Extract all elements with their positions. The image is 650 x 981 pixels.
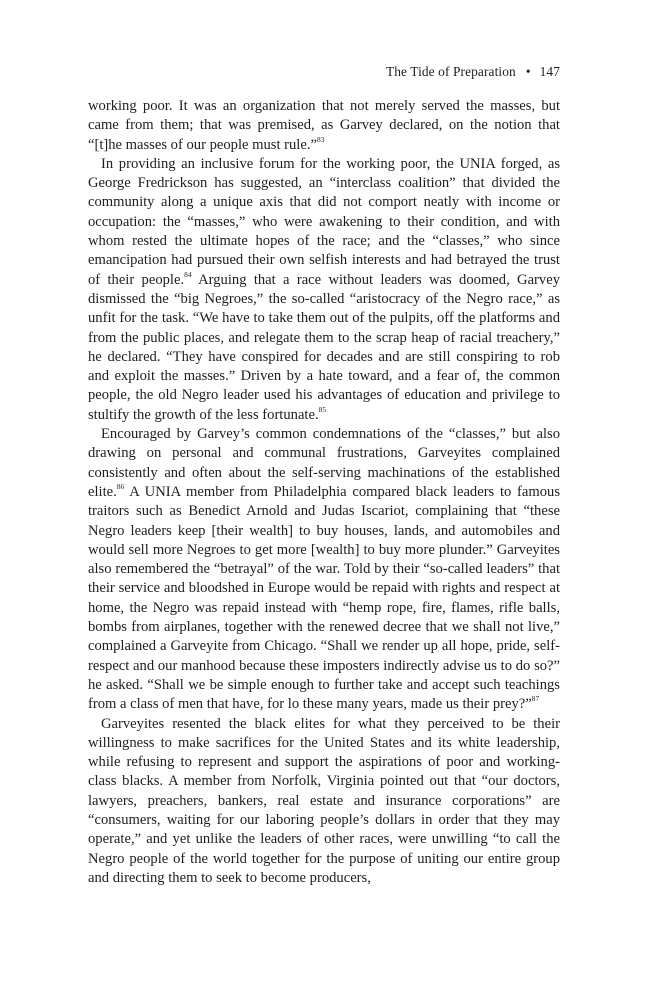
text-run: Garveyites resented the black elites for what they perceived to be their willingness to make sacrifices for the United States and its white leadership, while refusing to represent and support the aspirations of poor and working-class blacks. A member from Norfolk, Virginia pointed out that “our doctors, lawyers, preachers, bankers, real estate and insurance corporations” are “consumers, waiting for our laboring people’s dollars in order that they may operate,” and yet unlike the leaders of other races, were unwilling “to call the Negro people of the world together for the purpose of uniting our entire group and directing them to seek to become producers, bbox=[88, 715, 560, 886]
book-page bbox=[88, 64, 560, 888]
body-text bbox=[88, 97, 560, 888]
text-run: Arguing that a race without leaders was doomed, Garvey dismissed the “big Negroes,” the so-called “aristocracy of the Negro race,” as unfit for the task. “We have to take them out of the pulpits, off the platforms and from the public places, and relegate them to the scrap heap of racial treachery,” he declared. “They have conspired for decades and are still conspiring to rob and exploit the masses.” Driven by a hate toward, and a fear of, the common people, the old Negro leader used his advantages of education and privilege to stultify the growth of the less fortunate. bbox=[88, 271, 560, 423]
page-number: 147 bbox=[539, 64, 560, 79]
footnote-ref: 87 bbox=[531, 694, 540, 704]
text-run: In providing an inclusive forum for the working poor, the UNIA forged, as George Fredrickson has suggested, an “interclass coalition” that divided the community along a unique axis that did not comport neatly with income or occupation: the “masses,” who were awakening to their condition, and with whom rested the ultimate hopes of the race; and the “classes,” who since emancipation had pursued their own selfish interests and had betrayed the trust of their people. bbox=[88, 155, 560, 288]
footnote-ref: 86 bbox=[116, 482, 125, 492]
text-run: Encouraged by Garvey’s common condemnations of the “classes,” but also drawing on personal and communal frustrations, Garveyites complained consistently and often about the self-serving machinations of the established elite. bbox=[88, 426, 560, 500]
paragraph bbox=[88, 155, 560, 425]
chapter-title: The Tide of Preparation bbox=[385, 64, 516, 79]
footnote-ref: 83 bbox=[316, 134, 325, 144]
footnote-ref: 85 bbox=[318, 404, 327, 414]
text-run: working poor. It was an organization that not merely served the masses, but came from them; that was premised, as Garvey declared, on the notion that “[t]he masses of our people must rule.” bbox=[88, 98, 560, 153]
paragraph bbox=[88, 97, 560, 155]
header-separator: • bbox=[525, 64, 531, 79]
paragraph bbox=[88, 425, 560, 714]
paragraph bbox=[88, 715, 560, 889]
running-head bbox=[88, 64, 560, 84]
footnote-ref: 84 bbox=[184, 269, 192, 279]
text-run: A UNIA member from Philadelphia compared black leaders to famous traitors such as Benedict Arnold and Judas Iscariot, complaining that “these Negro leaders keep [their wealth] to buy houses, lands, and automobiles and would sell more Negroes to get more [wealth] to buy more plunder.” Garveyites also remembered the “betrayal” of the war. Told by their “so-called leaders” that their service and bloodshed in Europe would be repaid with rights and respect at home, the Negro was repaid instead with “hemp rope, fire, flames, rifle balls, bombs from airplanes, together with the renewed decree that we shall not live,” complained a Garveyite from Chicago. “Shall we render up all hope, pride, self-respect and our manhood because these imposters indirectly advise us to do so?” he asked. “Shall we be simple enough to further take and accept such teachings from a class of men that have, for lo these many years, made us their prey?” bbox=[88, 483, 560, 713]
